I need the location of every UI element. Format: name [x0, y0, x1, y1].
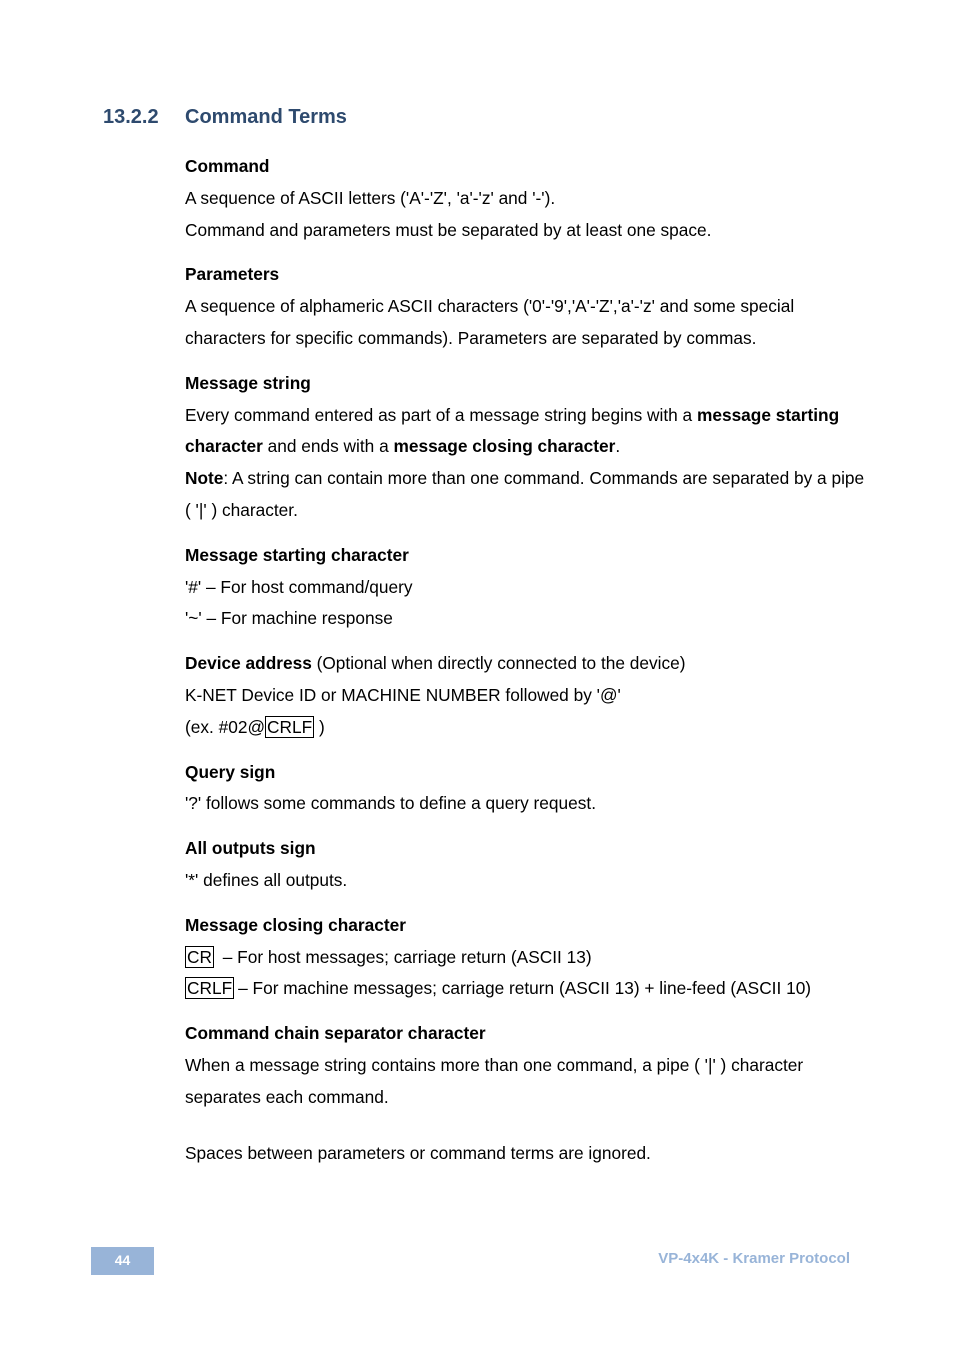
term-command [185, 151, 865, 246]
term-title: All outputs sign [185, 838, 316, 859]
term-text: '~' – For machine response [185, 608, 393, 629]
text-run: : A string can contain more than one command. Commands are separated by a pipe ( '|' ) character. [185, 468, 865, 520]
term-message-starting-character [185, 540, 865, 635]
term-title: Device address [185, 653, 312, 674]
text-run: . [615, 436, 621, 457]
note-label: Note [185, 468, 224, 489]
text-run: (ex. #02@ [185, 716, 265, 737]
term-message-closing-character [185, 910, 865, 1005]
section-title: Command Terms [185, 106, 347, 128]
example-line [185, 712, 865, 744]
term-message-string [185, 368, 865, 527]
bold-run: message closing character [393, 436, 616, 457]
closing-line-crlf [185, 973, 865, 1005]
footer-doc-title: VP-4x4K - Kramer Protocol [658, 1250, 850, 1267]
text-run: Every command entered as part of a message string begins with a [185, 404, 697, 425]
term-text: When a message string contains more than one command, a pipe ( '|' ) character separates each command. [185, 1054, 804, 1107]
term-title: Parameters [185, 264, 280, 285]
text-run: – For host messages; carriage return (ASCII 13) [217, 946, 592, 967]
term-parameters [185, 259, 865, 354]
term-title: Command [185, 156, 270, 176]
term-device-address [185, 648, 865, 743]
term-title: Message closing character [185, 914, 406, 935]
term-text: Command and parameters must be separated by at least one space. [185, 219, 712, 240]
term-text: '*' defines all outputs. [185, 869, 348, 890]
section-heading [103, 106, 347, 129]
crlf-key-box: CRLF [187, 978, 233, 999]
crlf-key-box: CRLF [267, 716, 313, 737]
term-text: '#' – For host command/query [185, 576, 413, 597]
page-number-badge: 44 [91, 1247, 154, 1275]
term-title: Query sign [185, 761, 276, 782]
term-query-sign [185, 757, 865, 821]
term-title: Message starting character [185, 544, 409, 565]
content [185, 151, 865, 1187]
note-text [185, 463, 865, 527]
term-text: A sequence of ASCII letters ('A'-'Z', 'a'-'z' and '-'). [185, 187, 556, 208]
bold-run: message starting character [185, 404, 840, 457]
text-run: – For machine messages; carriage return (ASCII 13) + line-feed (ASCII 10) [238, 978, 812, 999]
term-command-chain-separator [185, 1018, 865, 1113]
term-text: A sequence of alphameric ASCII characters ('0'-'9','A'-'Z','a'-'z' and some special characters for specific commands). Parameters are separated by commas. [185, 296, 795, 348]
term-title-suffix: (Optional when directly connected to the device) [311, 653, 686, 674]
term-title: Command chain separator character [185, 1023, 486, 1044]
closing-line-cr [185, 942, 865, 974]
section-number: 13.2.2 [103, 106, 159, 128]
text-run: ) [314, 716, 325, 737]
term-text: '?' follows some commands to define a query request. [185, 793, 596, 814]
final-note: Spaces between parameters or command terms are ignored. [185, 1142, 651, 1163]
term-text [185, 400, 865, 464]
cr-key-box: CR [187, 946, 212, 967]
term-title: Message string [185, 372, 311, 393]
term-text: K-NET Device ID or MACHINE NUMBER followed by '@' [185, 684, 621, 705]
term-title-line [185, 648, 865, 680]
text-run: and ends with a [262, 436, 394, 457]
term-all-outputs-sign [185, 833, 865, 897]
